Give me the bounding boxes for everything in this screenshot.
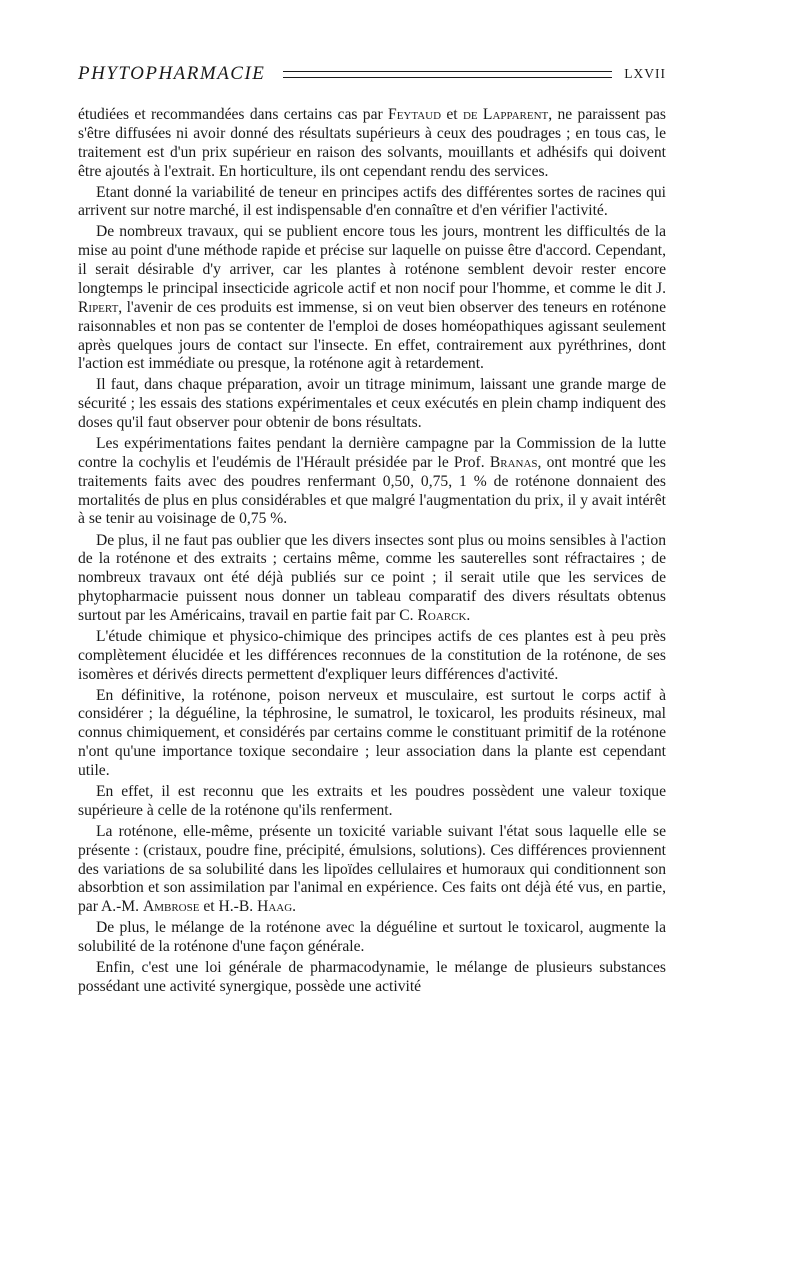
text-run: La roténone, elle-même, présente un toxicité variable suivant l'état sous laquelle elle se présente : (cristaux, poudre fine, précipité, émulsions, solutions). Ces différences proviennent des variations de sa solubilité dans les lipoïdes cellulaires et humoraux qui conditionnent son absorbtion et son assimilation par l'animal en expérience. Ces faits ont déjà été vus, en partie, par A.-M. <box>78 822 666 916</box>
paragraph <box>78 959 666 997</box>
page-header <box>78 58 666 90</box>
author-name: de Lapparent <box>462 106 549 123</box>
text-run: De plus, il ne faut pas oublier que les divers insectes sont plus ou moins sensibles à l'action de la roténone et des extraits ; certains même, comme les sauterelles sont réfractaires ; de nombreux travaux ont été déjà publiés sur ce point ; il serait utile que les services de phytopharmacie puissent nous donner un tableau comparatif des divers résultats obtenus surtout par les Américains, travail en partie fait par C. <box>78 531 666 624</box>
paragraph <box>78 919 666 957</box>
text-run: De nombreux travaux, qui se publient encore tous les jours, montrent les difficultés de la mise au point d'une méthode rapide et précise sur laquelle on puisse être d'accord. Cependant, il serait désirable d'y arriver, car les plantes à roténone semblent devoir rester encore longtemps le principal insecticide agricole actif et non nocif pour l'homme, et comme le dit J. <box>78 223 666 297</box>
paragraph <box>78 687 666 781</box>
text-run: Les expérimentations faites pendant la dernière campagne par la Commission de la lutte contre la cochylis et l'eudémis de l'Hérault présidée par le Prof. <box>78 435 666 471</box>
author-name: Haag <box>257 898 293 916</box>
text-run: et H.-B. <box>199 898 258 916</box>
text-run: , ont montré que les traitements faits avec des poudres renfermant 0,50, 0,75, 1 % de roténone donnaient des mortalités de plus en plus considérables et que malgré l'augmentation du prix, il y avait intérêt à se tenir au voisinage de 0,75 %. <box>78 453 666 528</box>
text-run: Etant donné la variabilité de teneur en principes actifs des différentes sortes de racines qui arrivent sur notre marché, il est indispensable d'en connaître et d'en vérifier l'activité. <box>78 183 666 220</box>
text-run: En définitive, la roténone, poison nerveux et musculaire, est surtout le corps actif à considérer ; la déguéline, la téphrosine, le sumatrol, le toxicarol, les produits résineux, mal connus chimiquement, et considérés par certains comme le constituant primitif de la roténone n'ont qu'une importance toxique secondaire ; leur association dans la plante est cependant utile. <box>78 686 666 779</box>
text-run: étudiées et recommandées dans certains cas par <box>78 106 389 123</box>
paragraph <box>78 184 666 222</box>
text-run: De plus, le mélange de la roténone avec la déguéline et surtout le toxicarol, augmente la solubilité de la roténone d'une façon générale. <box>78 919 666 956</box>
body-text <box>78 106 666 999</box>
text-run: Enfin, c'est une loi générale de pharmacodynamie, le mélange de plusieurs substances possédant une activité synergique, possède une activité <box>78 959 666 996</box>
paragraph <box>78 106 666 181</box>
paragraph <box>78 823 666 917</box>
text-run: , ne paraissent pas s'être diffusées ni avoir donné des résultats supérieurs à ceux des poudrages ; en tous cas, le traitement est d'un prix supérieur en raison des solvants, mouillants et adhésifs qui doivent être ajoutés à l'extrait. En horticulture, ils ont cependant rendu des services. <box>78 106 667 180</box>
paragraph <box>78 435 666 529</box>
author-name: Branas <box>489 453 538 471</box>
paragraph <box>78 628 666 685</box>
author-name: Roarck <box>417 606 467 624</box>
text-run: En effet, il est reconnu que les extraits et les poudres possèdent une valeur toxique supérieure à celle de la roténone qu'ils renferment. <box>78 783 666 819</box>
paragraph <box>78 376 666 433</box>
text-run: . <box>466 606 471 624</box>
paragraph <box>78 532 666 626</box>
author-name: Ambrose <box>142 898 200 916</box>
text-run: Il faut, dans chaque préparation, avoir un titrage minimum, laissant une grande marge de sécurité ; les essais des stations expérimentales et ceux exécutés en plein champ indiquent des doses qu'il faut observer pour obtenir de bons résultats. <box>78 376 666 432</box>
author-name: Ripert <box>78 298 119 316</box>
paragraph <box>78 783 666 821</box>
text-run: L'étude chimique et physico-chimique des principes actifs de ces plantes est à peu près complètement élucidée et les différences reconnues de la constitution de la roténone, de ses isomères et dérivés directs permettent d'expliquer leurs différences d'activité. <box>78 627 666 683</box>
page-number: LXVII <box>624 66 666 81</box>
paragraph <box>78 223 666 374</box>
text-run: , l'avenir de ces produits est immense, si on veut bien observer des teneurs en roténone raisonnables et non pas se contenter de l'emploi de doses homéopathiques agissant seulement après quelques jours de contact sur l'insecte. En effet, contrairement aux pyréthrines, dont l'action est immédiate ou presque, la roténone agit à retardement. <box>78 298 666 373</box>
header-rule <box>283 71 612 78</box>
text-run: . <box>292 898 297 916</box>
author-name: Feytaud <box>388 106 442 123</box>
text-run: et <box>441 106 463 123</box>
running-title: PHYTOPHARMACIE <box>78 63 266 84</box>
